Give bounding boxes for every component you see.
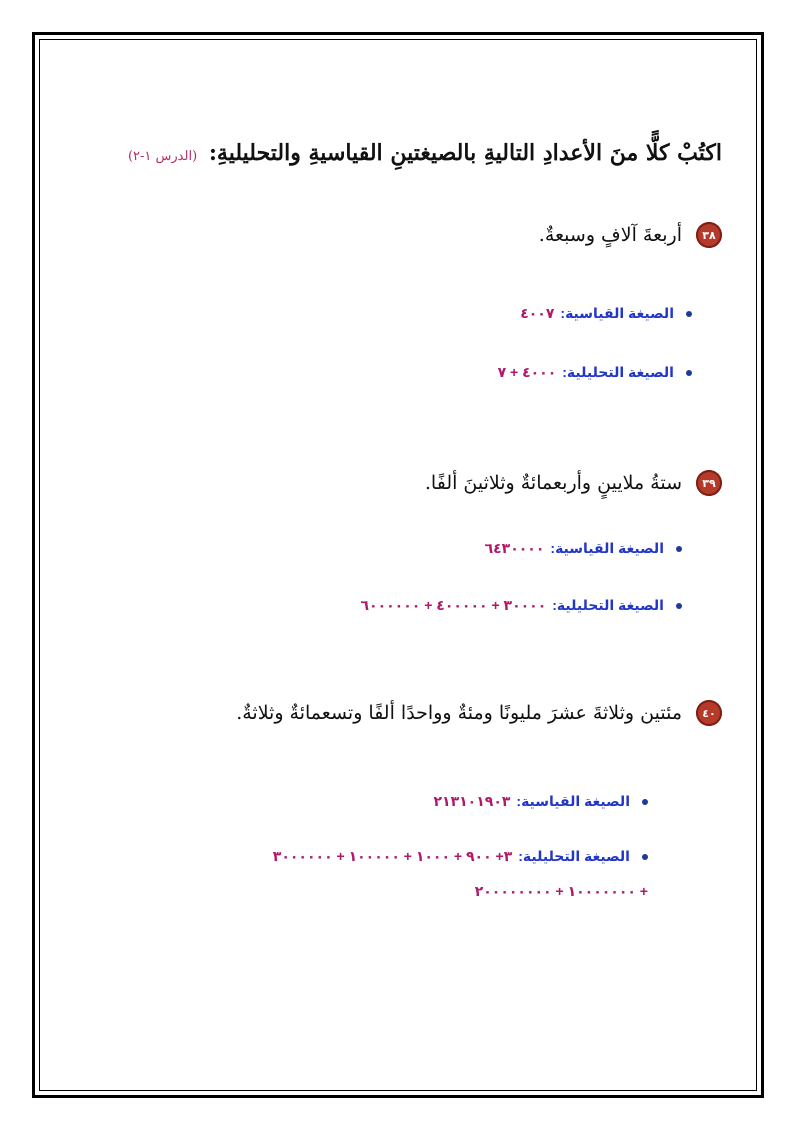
answer-expanded-40 <box>273 848 648 865</box>
expanded-form-label: الصيغة التحليلية: <box>518 848 630 864</box>
expanded-form-label: الصيغة التحليلية: <box>552 597 664 613</box>
bullet-icon <box>686 311 692 317</box>
standard-form-value: ٢١٣١٠١٩٠٣ <box>433 793 511 809</box>
question-text: مئتين وثلاثةَ عشرَ مليونًا ومئةٌ وواحدًا ألفًا وتسعمائةٌ وثلاثةٌ. <box>236 702 682 724</box>
expanded-form-value: ٤٠٠٠ + ٧ <box>497 364 557 380</box>
heading-text: اكتُبْ كلًّا منَ الأعدادِ التاليةِ بالصيغتينِ القياسيةِ والتحليليةِ: <box>208 140 722 166</box>
standard-form-label: الصيغة القياسية: <box>560 305 674 321</box>
bullet-icon <box>676 603 682 609</box>
bullet-icon <box>686 370 692 376</box>
bullet-icon <box>642 854 648 860</box>
bullet-icon <box>642 799 648 805</box>
standard-form-label: الصيغة القياسية: <box>516 793 630 809</box>
question-number-badge: ٣٩ <box>696 470 722 496</box>
question-39 <box>425 470 722 496</box>
question-number-badge: ٤٠ <box>696 700 722 726</box>
standard-form-label: الصيغة القياسية: <box>550 540 664 556</box>
bullet-icon <box>676 546 682 552</box>
standard-form-value: ٤٠٠٧ <box>520 305 555 321</box>
exercise-heading <box>128 140 722 166</box>
question-text: أربعةَ آلافٍ وسبعةٌ. <box>538 224 682 246</box>
question-text: ستةُ ملايينٍ وأربعمائةٌ وثلاثينَ ألفًا. <box>424 472 682 494</box>
expanded-form-label: الصيغة التحليلية: <box>562 364 674 380</box>
answer-standard-40 <box>434 793 649 810</box>
answer-standard-39 <box>485 540 682 557</box>
answer-standard-38 <box>520 305 692 322</box>
answer-expanded-38 <box>498 364 692 381</box>
expanded-form-value-continued: + ١٠٠٠٠٠٠٠ + ٢٠٠٠٠٠٠٠٠ <box>474 883 648 899</box>
standard-form-value: ٦٤٣٠٠٠٠ <box>484 540 545 556</box>
lesson-reference: (الدرس ١-٢) <box>127 149 198 164</box>
expanded-form-value: ٣+ ٩٠٠ + ١٠٠٠ + ١٠٠٠٠٠ + ٣٠٠٠٠٠٠ <box>272 848 513 864</box>
question-40 <box>236 700 722 726</box>
answer-expanded-39 <box>360 597 682 614</box>
question-number-badge: ٣٨ <box>696 222 722 248</box>
page-border-inner <box>39 39 757 1091</box>
expanded-form-value: ٣٠٠٠٠ + ٤٠٠٠٠٠ + ٦٠٠٠٠٠٠ <box>360 597 547 613</box>
question-38 <box>539 222 722 248</box>
